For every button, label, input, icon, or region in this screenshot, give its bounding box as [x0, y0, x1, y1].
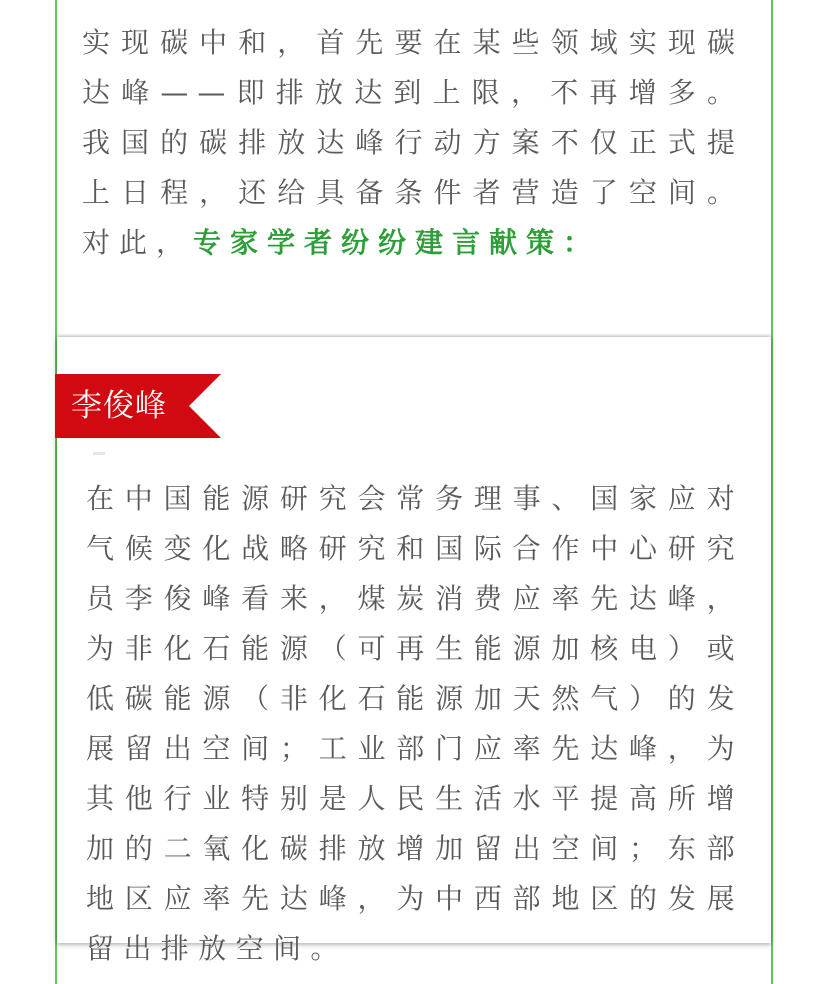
intro-text: 实现碳中和，首先要在某些领域实现碳达峰——即排放达到上限，不再增多。我国的碳排放达峰行动方案不仅正式提上日程，还给具备条件者营造了空间。对此，: [82, 26, 744, 259]
intro-highlight: 专家学者纷纷建言献策：: [193, 226, 601, 259]
intro-paragraph: [82, 18, 744, 268]
expert-paragraph: 在中国能源研究会常务理事、国家应对气候变化战略研究和国际合作中心研究员李俊峰看来，煤炭消费应率先达峰，为非化石能源（可再生能源加核电）或低碳能源（非化石能源加天然气）的发展留出空间；工业部门应率先达峰，为其他行业特别是人民生活水平提高所增加的二氧化碳排放增加留出空间；东部地区应率先达峰，为中西部地区的发展留出排放空间。: [86, 482, 744, 965]
right-green-border: [771, 0, 773, 984]
decorative-mark: [93, 452, 105, 455]
expert-name: 李俊峰: [71, 388, 167, 424]
expert-name-ribbon: [55, 374, 221, 438]
